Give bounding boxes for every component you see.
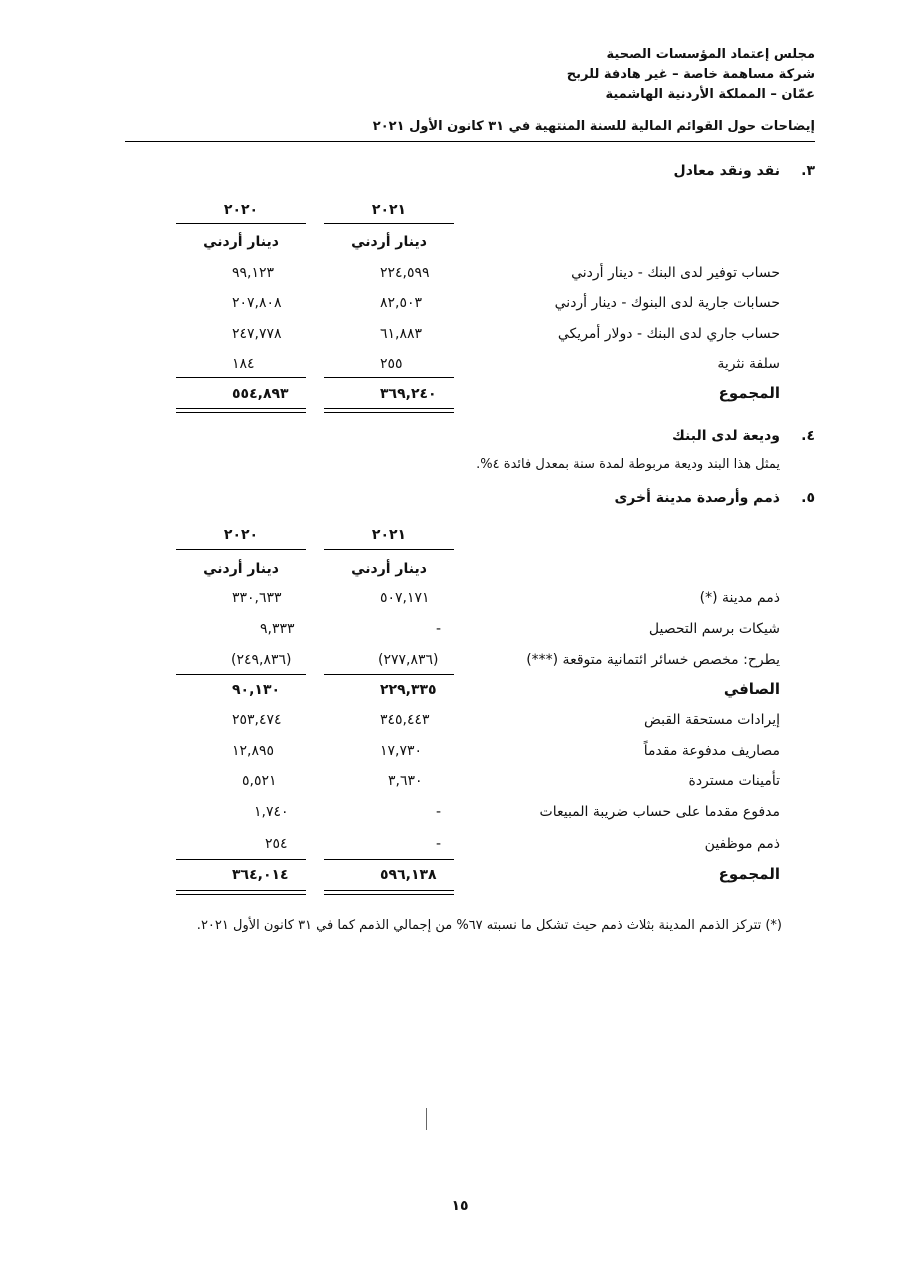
s5-net-rule-2020 [176, 674, 306, 675]
s5-net-rule-2021 [324, 674, 454, 675]
section-5-title: ذمم وأرصدة مدينة أخرى [614, 490, 780, 506]
s3-row-label: حساب جاري لدى البنك - دولار أمريكي [557, 326, 780, 342]
s3-currency-2021: دينار أردني [351, 234, 427, 250]
s3-year-2020: ٢٠٢٠ [223, 202, 259, 218]
s5-row-label: تأمينات مستردة [688, 773, 780, 789]
s5-year-rule-2021 [324, 549, 454, 550]
s3-row-label: حسابات جارية لدى البنوك - دينار أردني [554, 295, 780, 311]
s3-row-value-2021: ٨٢,٥٠٣ [380, 295, 423, 311]
s3-year-2021: ٢٠٢١ [371, 202, 407, 218]
s5-row-value-2020: (٢٤٩,٨٣٦) [231, 652, 292, 668]
s5-row-value-2021: ٥٠٧,١٧١ [380, 590, 430, 606]
s3-year-rule-2021 [324, 223, 454, 224]
s5-currency-2021: دينار أردني [351, 561, 427, 577]
s3-total-label: المجموع [718, 384, 780, 402]
s5-row-value-2020: ٥,٥٢١ [242, 773, 277, 789]
s5-net-label: الصافي [723, 680, 780, 698]
s3-row-value-2021: ٢٢٤,٥٩٩ [380, 265, 430, 281]
s5-double-rule-2021 [324, 890, 454, 895]
footnote: (*) تتركز الذمم المدينة بثلاث ذمم حيث تشكل ما نسبته ٦٧% من إجمالي الذمم كما في ٣١ كانون الأول ٢٠٢١. [196, 918, 782, 933]
s3-currency-2020: دينار أردني [203, 234, 279, 250]
s5-total-2021: ٥٩٦,١٣٨ [380, 867, 437, 883]
s3-row-value-2021: ٢٥٥ [380, 356, 403, 372]
s5-total-label: المجموع [718, 865, 780, 883]
section-4-title: وديعة لدى البنك [672, 428, 780, 444]
s5-row-value-2021: - [436, 836, 442, 852]
s5-net-2020: ٩٠,١٣٠ [232, 682, 281, 698]
s5-double-rule-2020 [176, 890, 306, 895]
company-type: شركة مساهمة خاصة – غير هادفة للربح [566, 67, 815, 82]
page-number: ١٥ [451, 1198, 469, 1214]
s3-row-value-2020: ٢٠٧,٨٠٨ [232, 295, 282, 311]
s5-net-2021: ٢٢٩,٣٣٥ [380, 682, 437, 698]
s5-row-value-2021: ١٧,٧٣٠ [380, 743, 423, 759]
header-rule [125, 141, 815, 142]
s3-row-value-2020: ٩٩,١٢٣ [232, 265, 275, 281]
page-subtitle: إيضاحات حول القوائم المالية للسنة المنتهية في ٣١ كانون الأول ٢٠٢١ [372, 119, 815, 134]
s5-year-rule-2020 [176, 549, 306, 550]
s5-currency-2020: دينار أردني [203, 561, 279, 577]
s3-row-value-2020: ٢٤٧,٧٧٨ [232, 326, 282, 342]
s5-row-label: يطرح: مخصص خسائر ائتمانية متوقعة (***) [526, 652, 780, 668]
s5-row-value-2021: ٣٤٥,٤٤٣ [380, 712, 430, 728]
s3-total-2021: ٣٦٩,٢٤٠ [380, 386, 437, 402]
s5-row-label: ذمم موظفين [704, 836, 780, 852]
s3-sum-rule-2021 [324, 377, 454, 378]
section-3-title: نقد ونقد معادل [673, 163, 780, 179]
s5-year-2020: ٢٠٢٠ [223, 527, 259, 543]
s5-row-value-2021: - [436, 804, 442, 820]
s5-row-label: ذمم مدينة (*) [699, 590, 780, 606]
s5-sum-rule-2020 [176, 859, 306, 860]
s5-year-2021: ٢٠٢١ [371, 527, 407, 543]
s5-row-value-2020: ٢٥٤ [265, 836, 288, 852]
s5-row-value-2020: ٣٣٠,٦٣٣ [232, 590, 282, 606]
org-name: مجلس إعتماد المؤسسات الصحية [606, 47, 815, 62]
s5-row-value-2021: - [436, 621, 442, 637]
section-4-text: يمثل هذا البند وديعة مربوطة لمدة سنة بمعدل فائدة ٤%. [476, 457, 780, 472]
s3-total-2020: ٥٥٤,٨٩٣ [232, 386, 289, 402]
section-4-number: ٤. [801, 428, 815, 444]
s3-sum-rule-2020 [176, 377, 306, 378]
s3-double-rule-2021 [324, 408, 454, 413]
s3-row-value-2021: ٦١,٨٨٣ [380, 326, 423, 342]
s5-row-label: إيرادات مستحقة القبض [643, 712, 780, 728]
s5-row-value-2021: ٣,٦٣٠ [388, 773, 423, 789]
s3-row-value-2020: ١٨٤ [232, 356, 255, 372]
s5-row-value-2020: ١,٧٤٠ [254, 804, 289, 820]
s3-row-label: حساب توفير لدى البنك - دينار أردني [571, 265, 780, 281]
company-location: عمّان – المملكة الأردنية الهاشمية [605, 87, 815, 102]
scan-mark [426, 1108, 431, 1130]
s5-row-label: مدفوع مقدما على حساب ضريبة المبيعات [539, 804, 780, 820]
s5-sum-rule-2021 [324, 859, 454, 860]
s5-row-value-2020: ٩,٣٣٣ [260, 621, 295, 637]
section-5-number: ٥. [801, 490, 815, 506]
s5-row-label: شيكات برسم التحصيل [648, 621, 780, 637]
s3-row-label: سلفة نثرية [717, 356, 780, 372]
s3-year-rule-2020 [176, 223, 306, 224]
section-3-number: ٣. [801, 163, 815, 179]
s5-row-value-2020: ٢٥٣,٤٧٤ [232, 712, 282, 728]
s5-total-2020: ٣٦٤,٠١٤ [232, 867, 289, 883]
s5-row-label: مصاريف مدفوعة مقدماً [643, 743, 780, 759]
s5-row-value-2021: (٢٧٧,٨٣٦) [378, 652, 439, 668]
s5-row-value-2020: ١٢,٨٩٥ [232, 743, 275, 759]
s3-double-rule-2020 [176, 408, 306, 413]
